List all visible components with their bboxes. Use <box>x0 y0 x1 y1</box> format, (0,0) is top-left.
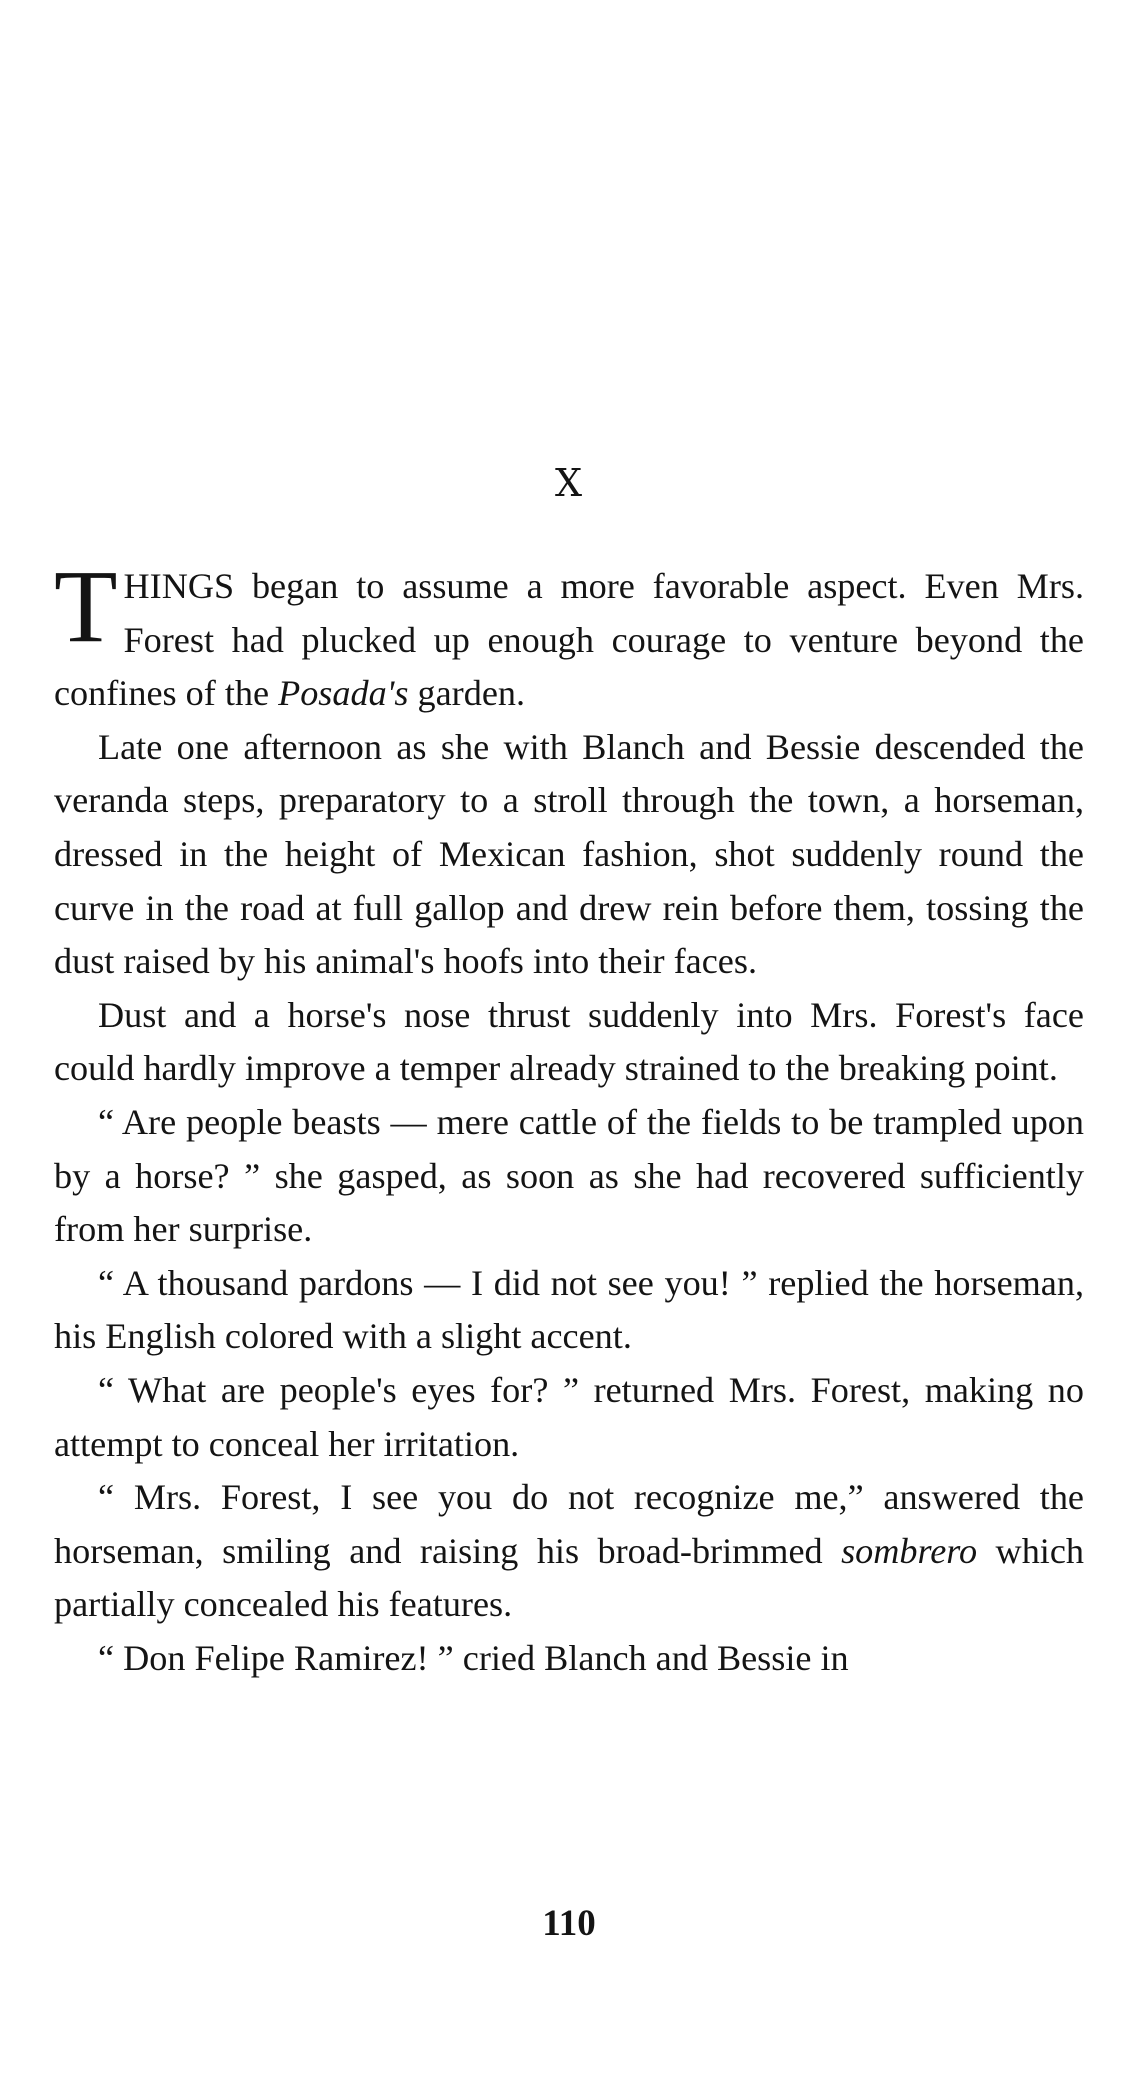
paragraph-1 <box>54 549 1084 721</box>
paragraph-6: “ What are people's eyes for? ” returned Mrs. Forest, making no attempt to conceal her irritation. <box>54 1369 1084 1464</box>
paragraph-text: garden. <box>408 673 526 714</box>
chapter-body <box>54 549 1084 1685</box>
emphasis-text: Posada's <box>278 673 409 714</box>
paragraph-text: HINGS began to assume a more favorable aspect. Even Mrs. Forest had plucked up enough courage to venture beyond the confines of the <box>54 566 1084 714</box>
emphasis-text: sombrero <box>841 1530 978 1571</box>
paragraph-3: Dust and a horse's nose thrust suddenly into Mrs. Forest's face could hardly improve a temper already strained to the breaking point. <box>54 994 1084 1089</box>
paragraph-8: “ Don Felipe Ramirez! ” cried Blanch and Bessie in <box>98 1637 849 1678</box>
chapter-heading: X <box>554 461 584 505</box>
paragraph-text: “ Mrs. Forest, I see you do not recognize me,” answered the horseman, smiling and raising his broad-brimmed <box>54 1477 1084 1571</box>
paragraph-2: Late one afternoon as she with Blanch and Bessie descended the veranda steps, preparatory to a stroll through the town, a horseman, dressed in the height of Mexican fashion, shot suddenly round the curve in the road at full gallop and drew rein before them, tossing the dust raised by his animal's hoofs into their faces. <box>54 726 1084 982</box>
paragraph-5: “ A thousand pardons — I did not see you! ” replied the horseman, his English colored with a slight accent. <box>54 1262 1084 1357</box>
paragraph-text: which partially concealed his features. <box>54 1530 1084 1625</box>
paragraph-7 <box>54 1471 1084 1632</box>
page-number: 110 <box>542 1903 596 1944</box>
drop-cap: T <box>54 549 118 664</box>
book-page <box>54 0 1084 2093</box>
paragraph-4: “ Are people beasts — mere cattle of the fields to be trampled upon by a horse? ” she gasped, as soon as she had recovered sufficiently from her surprise. <box>54 1101 1084 1250</box>
